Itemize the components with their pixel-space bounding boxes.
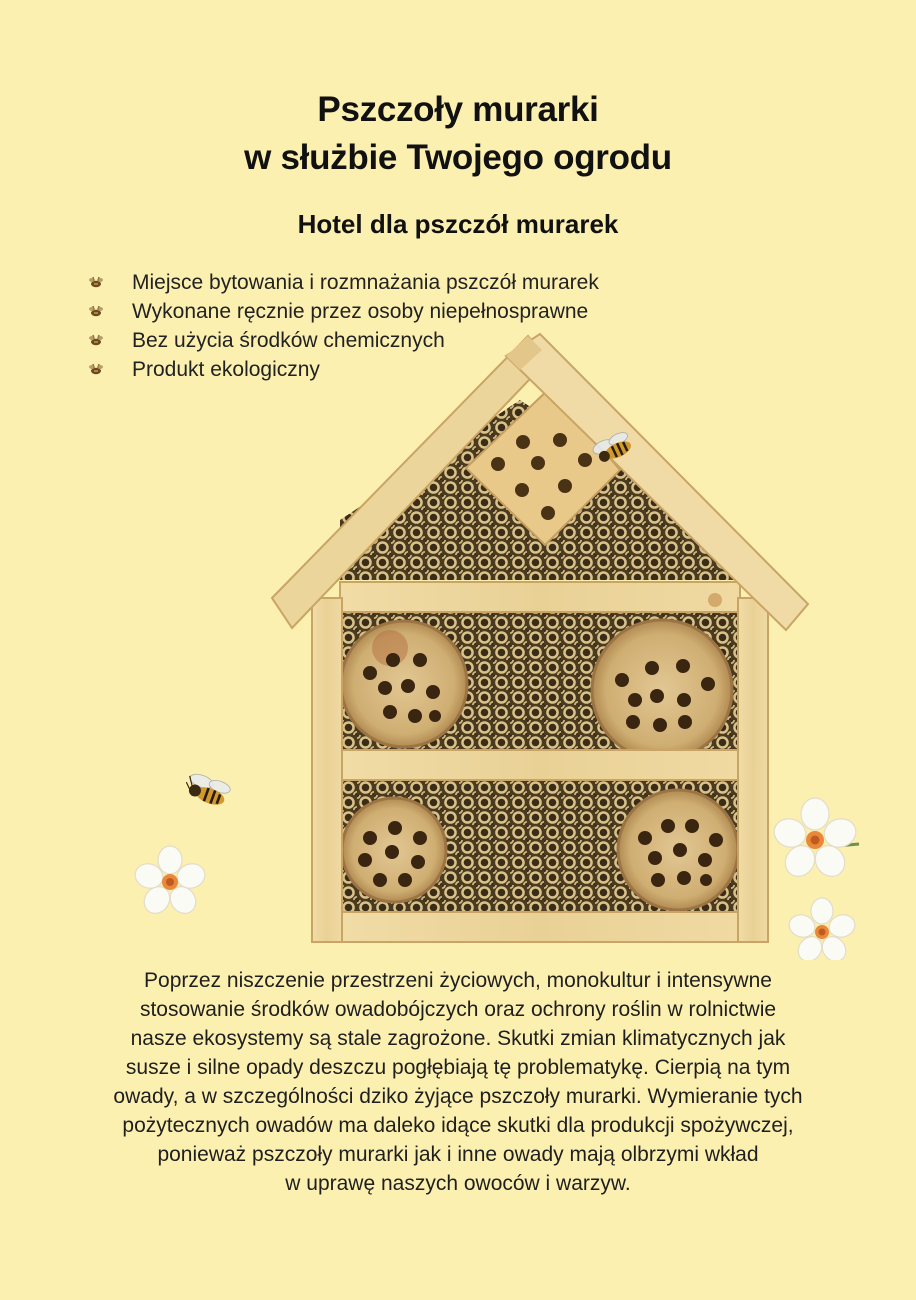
flower-icon bbox=[132, 846, 208, 918]
description-line: Poprzez niszczenie przestrzeni życiowych, monokultur i intensywne bbox=[144, 969, 772, 992]
description-line: stosowanie środków owadobójczych oraz ochrony roślin w rolnictwie bbox=[139, 998, 777, 1021]
feature-text: Bez użycia środków chemicznych bbox=[132, 328, 445, 352]
description-line: pożytecznych owadów ma daleko idące skutki dla produkcji spożywczej, bbox=[122, 1114, 794, 1137]
bee-icon bbox=[182, 770, 232, 809]
description-line: w uprawę naszych owoców i warzyw. bbox=[285, 1172, 631, 1195]
page-subtitle: Hotel dla pszczół murarek bbox=[297, 209, 619, 239]
description-line: susze i silne opady deszczu pogłębiają tę problematykę. Cierpią na tym bbox=[125, 1056, 791, 1079]
description-paragraph bbox=[70, 966, 846, 1198]
title-line-2: w służbie Twojego ogrodu bbox=[244, 138, 672, 177]
description-line: nasze ekosystemy są stale zagrożone. Skutki zmian klimatycznych jak bbox=[130, 1027, 786, 1050]
feature-text: Miejsce bytowania i rozmnażania pszczół murarek bbox=[132, 270, 599, 294]
description-line: ponieważ pszczoły murarki jak i inne owady mają olbrzymi wkład bbox=[157, 1143, 759, 1166]
title-line-1: Pszczoły murarki bbox=[317, 90, 599, 129]
feature-text: Wykonane ręcznie przez osoby niepełnosprawne bbox=[132, 299, 589, 323]
flower-icon bbox=[770, 798, 859, 882]
description-line: owady, a w szczególności dziko żyjące pszczoły murarki. Wymieranie tych bbox=[113, 1085, 803, 1108]
flower-icon bbox=[786, 898, 858, 960]
insect-hotel-illustration bbox=[272, 334, 808, 942]
feature-text: Produkt ekologiczny bbox=[132, 357, 320, 381]
